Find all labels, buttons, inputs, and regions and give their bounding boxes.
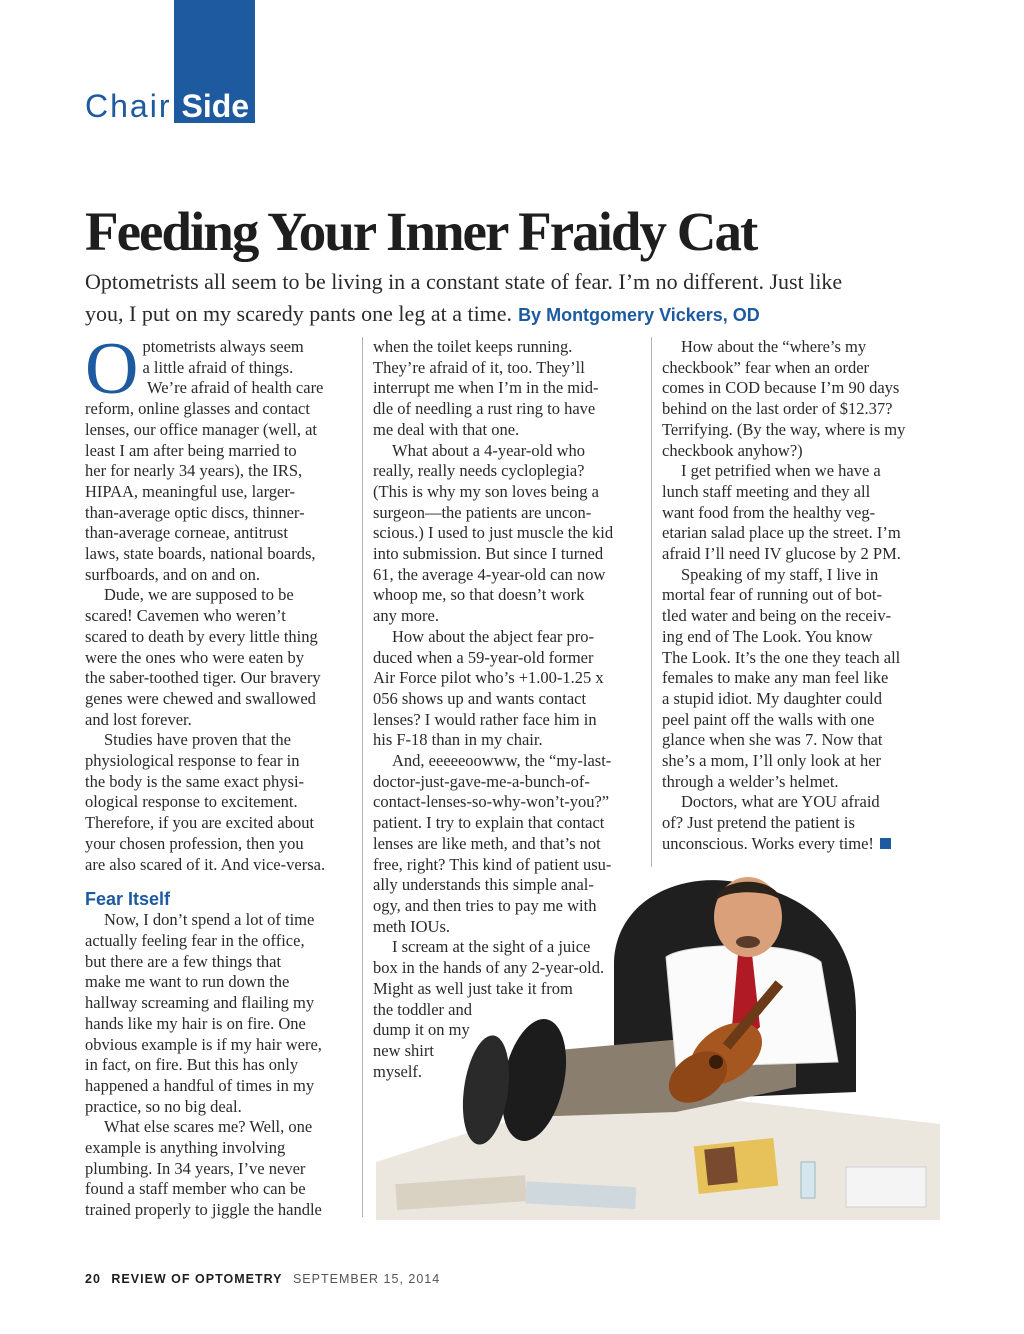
text-line: afraid I’ll need IV glucose by 2 PM. (662, 544, 901, 564)
text-line: dle of needling a rust ring to have (373, 399, 596, 419)
text-line: new shirt (373, 1040, 434, 1060)
text-line: practice, so no big deal. (85, 1096, 242, 1116)
text-line: really, really needs cycloplegia? (373, 461, 585, 481)
text-line: comes in COD because I’m 90 days (662, 378, 900, 398)
text-line: the saber-toothed tiger. Our bravery (85, 668, 321, 688)
text-line: Now, I don’t spend a lot of time (104, 910, 315, 930)
text-line: hallway screaming and flailing my (85, 993, 315, 1013)
goatee (736, 936, 760, 948)
text-line: reform, online glasses and contact (85, 399, 310, 419)
drop-cap: O (85, 328, 139, 410)
text-line: checkbook” fear when an order (662, 357, 870, 377)
text-line: a stupid idiot. My daughter could (662, 688, 882, 708)
byline: By Montgomery Vickers, OD (518, 305, 760, 325)
issue-date: SEPTEMBER 15, 2014 (292, 1272, 441, 1286)
text-line: were the ones who were eaten by (85, 647, 304, 667)
text-line: of? Just pretend the patient is (662, 813, 855, 833)
text-line: than-average optic discs, thinner- (85, 502, 305, 522)
text-line: me deal with that one. (373, 419, 520, 439)
text-line: They’re afraid of it, too. They’ll (373, 357, 585, 377)
text-line: How about the abject fear pro- (392, 626, 595, 646)
text-line-end: unconscious. Works every time! (662, 833, 874, 853)
text-line: scious.) I used to just muscle the kid (373, 523, 614, 543)
text-line: when the toilet keeps running. (373, 337, 573, 356)
text-line: The Look. It’s the one they teach all (662, 647, 901, 667)
desk-papers (846, 1167, 926, 1207)
text-line: but there are a few things that (85, 951, 282, 971)
text-line: patient. I try to explain that contact (373, 813, 605, 833)
author-photo-icon (376, 862, 940, 1220)
text-line: happened a handful of times in my (85, 1075, 315, 1095)
text-line: Therefore, if you are excited about (85, 813, 315, 833)
text-line: than-average corneae, antitrust (85, 523, 288, 543)
text-line: your chosen profession, then you (85, 833, 304, 853)
text-line: etarian salad place up the street. I’m (662, 523, 901, 543)
text-line: Speaking of my staff, I live in (681, 564, 879, 584)
text-line: scared to death by every little thing (85, 626, 318, 646)
text-line: want food from the healthy veg- (662, 502, 876, 522)
text-line: checkbook anyhow?) (662, 440, 803, 460)
ukulele-soundhole (709, 1055, 723, 1069)
text-line: found a staff member who can be (85, 1179, 306, 1199)
text-line: into submission. But since I turned (373, 544, 604, 564)
section-label-chair: Chair (85, 88, 172, 124)
column-divider (362, 337, 363, 1217)
page-number: 20 (85, 1272, 101, 1286)
text-line: and lost forever. (85, 709, 192, 729)
text-line: ptometrists always seem (142, 337, 304, 356)
text-line: free, right? This kind of patient usu- (373, 854, 612, 874)
deck-line (85, 298, 945, 331)
text-line: example is anything involving (85, 1138, 286, 1158)
text-line: the toddler and (373, 999, 472, 1019)
text-line: What else scares me? Well, one (104, 1117, 313, 1137)
text-line: behind on the last order of $12.37? (662, 399, 893, 419)
text-line: Doctors, what are YOU afraid (681, 792, 880, 812)
text-line: genes were chewed and swallowed (85, 688, 316, 708)
text-line: What about a 4-year-old who (392, 440, 586, 460)
text-line: females to make any man feel like (662, 668, 889, 688)
text-line: surgeon—the patients are uncon- (373, 502, 592, 522)
text-line: HIPAA, meaningful use, larger- (85, 481, 296, 501)
text-line: How about the “where’s my (681, 337, 867, 356)
article-deck (85, 266, 945, 331)
text-line: the body is the same exact physi- (85, 771, 305, 791)
text-line: doctor-just-gave-me-a-bunch-of- (373, 771, 590, 791)
text-line: are also scared of it. And vice-versa. (85, 854, 326, 874)
text-line: myself. (373, 1061, 423, 1081)
text-line: mortal fear of running out of bot- (662, 585, 882, 605)
text-line: box in the hands of any 2-year-old. (373, 958, 605, 978)
text-line: 056 shows up and wants contact (373, 688, 587, 708)
text-line: least I am after being married to (85, 440, 297, 460)
column-3 (662, 337, 934, 855)
text-line: plumbing. In 34 years, I’ve never (85, 1158, 306, 1178)
water-bottle (801, 1162, 815, 1198)
text-line: scared! Cavemen who weren’t (85, 606, 286, 626)
text-line: obvious example is if my hair were, (85, 1034, 322, 1054)
text-line: his F-18 than in my chair. (373, 730, 543, 750)
text-line: ological response to excitement. (85, 792, 298, 812)
text-line: I get petrified when we have a (681, 461, 881, 481)
text-line: tled water and being on the receiv- (662, 606, 892, 626)
text-line: contact-lenses-so-why-won’t-you?” (373, 792, 610, 812)
text-line: lunch staff meeting and they all (662, 481, 871, 501)
text-line: through a welder’s helmet. (662, 771, 839, 791)
deck-line-text: you, I put on my scaredy pants one leg at a time. (85, 301, 513, 326)
text-line: Studies have proven that the (104, 730, 291, 750)
text-line: make me want to run down the (85, 972, 290, 992)
deck-line: Optometrists all seem to be living in a constant state of fear. I’m no different. Just like (85, 269, 843, 294)
text-line: whoop me, so that doesn’t work (373, 585, 585, 605)
text-line: Might as well just take it from (373, 978, 573, 998)
section-label-side: Side (181, 88, 250, 124)
column-divider (651, 337, 652, 867)
text-line: trained properly to jiggle the handle (85, 1200, 322, 1220)
text-line: physiological response to fear in (85, 751, 300, 771)
text-line: in fact, on fire. But this has only (85, 1055, 299, 1075)
subhead: Fear Itself (85, 889, 171, 910)
text-line: duced when a 59-year-old former (373, 647, 594, 667)
text-line: lenses, our office manager (well, at (85, 419, 317, 439)
text-line: And, eeeeeoowww, the “my-last- (392, 751, 612, 771)
section-label (85, 86, 249, 126)
text-line: dump it on my (373, 1020, 470, 1040)
text-line: hands like my hair is on fire. One (85, 1013, 306, 1033)
text-line: meth IOUs. (373, 916, 450, 936)
text-line: (This is why my son loves being a (373, 481, 599, 501)
text-line (662, 834, 934, 855)
text-line: actually feeling fear in the office, (85, 930, 305, 950)
magazine-cover-photo (704, 1147, 738, 1186)
end-mark-icon (880, 838, 891, 849)
text-line: Dude, we are supposed to be (104, 585, 294, 605)
text-line: I scream at the sight of a juice (392, 937, 591, 957)
text-line: Terrifying. (By the way, where is my (662, 419, 906, 439)
page-footer (85, 1272, 440, 1286)
magazine-name: REVIEW OF OPTOMETRY (111, 1272, 283, 1286)
text-line: Air Force pilot who’s +1.00-1.25 x (373, 668, 604, 688)
text-line: interrupt me when I’m in the mid- (373, 378, 599, 398)
text-line: ing end of The Look. You know (662, 626, 873, 646)
article-title: Feeding Your Inner Fraidy Cat (85, 201, 757, 262)
text-line: any more. (373, 606, 439, 626)
text-line: 61, the average 4-year-old can now (373, 564, 606, 584)
text-line: her for nearly 34 years), the IRS, (85, 461, 303, 481)
text-line: glance when she was 7. Now that (662, 730, 883, 750)
column-1 (85, 328, 357, 1221)
text-line: ogy, and then tries to pay me with (373, 895, 597, 915)
text-line: We’re afraid of health care (147, 378, 324, 398)
text-line: lenses are like meth, and that’s not (373, 833, 601, 853)
text-line: a little afraid of things. (142, 357, 294, 377)
text-line: surfboards, and on and on. (85, 564, 261, 584)
text-line: peel paint off the walls with one (662, 709, 875, 729)
text-line: ally understands this simple anal- (373, 875, 594, 895)
text-line: lenses? I would rather face him in (373, 709, 597, 729)
text-line: laws, state boards, national boards, (85, 544, 316, 564)
text-line: she’s a mom, I’ll only look at her (662, 751, 882, 771)
